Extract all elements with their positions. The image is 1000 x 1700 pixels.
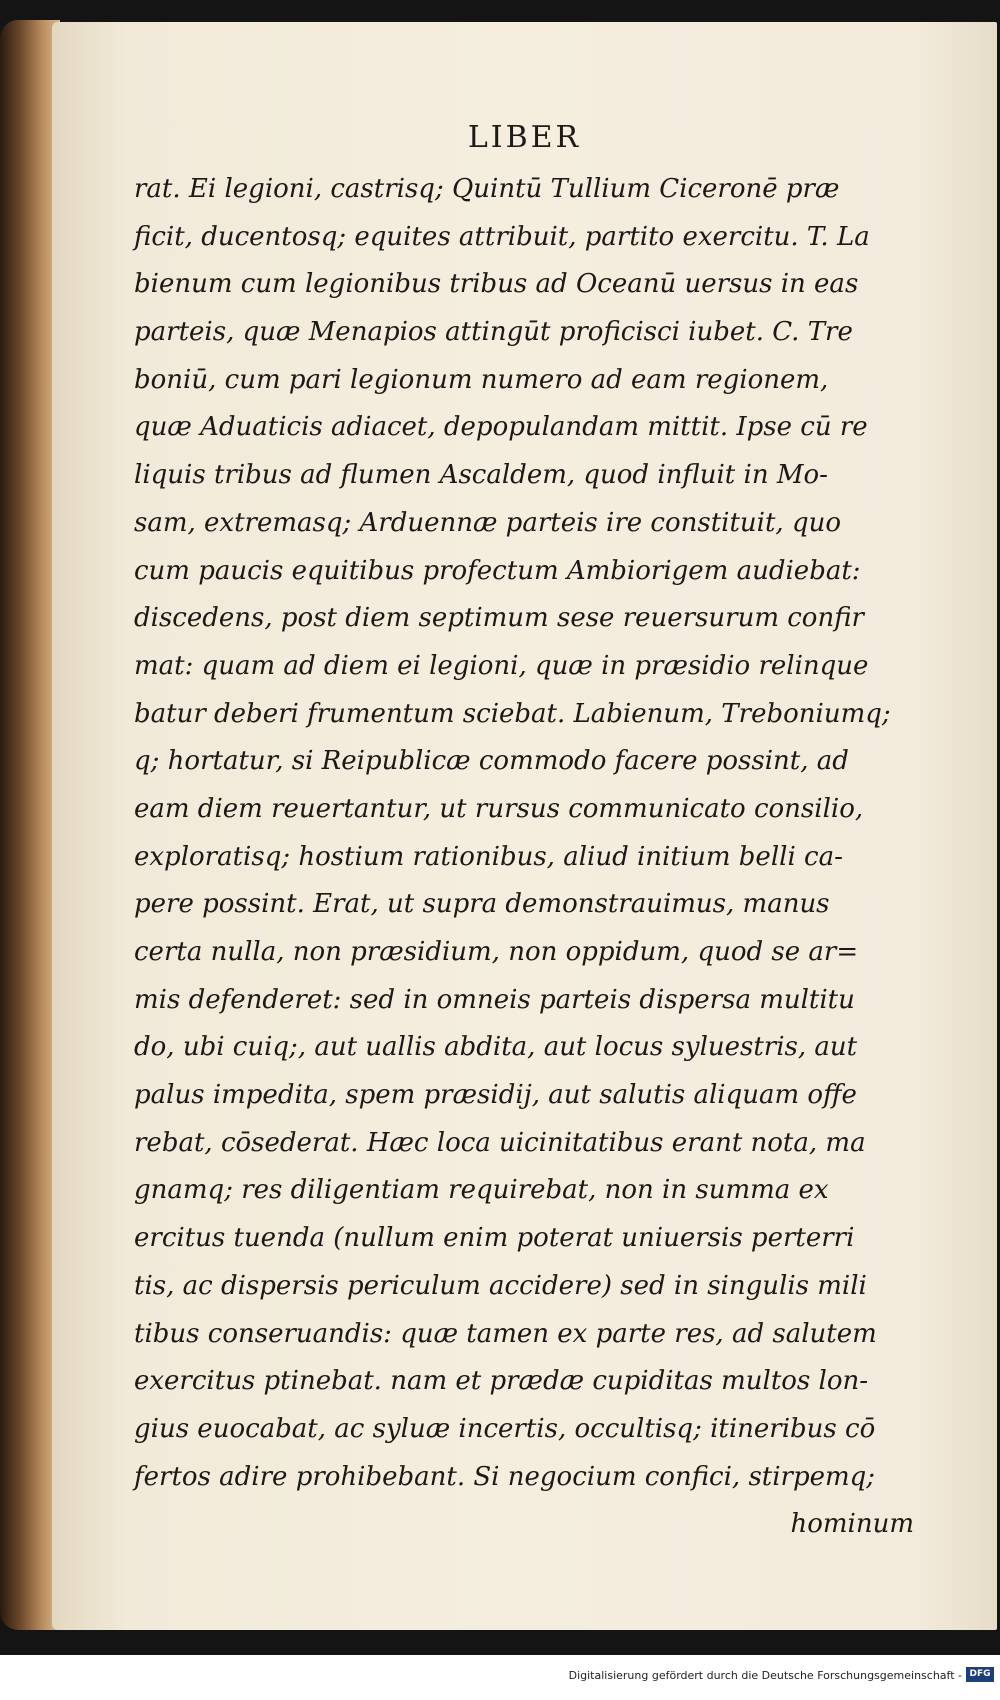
text-line: rebat, cōsederat. Hæc loca uicinitatibus erant nota, ma <box>134 1127 866 1158</box>
dfg-logo: DFG <box>966 1667 994 1682</box>
text-line: quæ Aduaticis adiacet, depopulandam mittit. Ipse cū re <box>134 412 868 443</box>
text-line: palus impedita, spem præsidij, aut salutis aliquam offe <box>134 1080 857 1111</box>
text-line: fertos adire prohibebant. Si negocium confici, stirpemq; <box>134 1461 876 1492</box>
text-line: hominum <box>790 1509 914 1540</box>
text-line: eam diem reuertantur, ut rursus communicato consilio, <box>134 793 864 824</box>
text-line: parteis, quæ Menapios attingūt proficisci iubet. C. Tre <box>134 317 853 348</box>
text-line: gnamq; res diligentiam requirebat, non in summa ex <box>134 1175 829 1206</box>
text-line: exercitus ptinebat. nam et prædæ cupiditas multos lon- <box>134 1366 869 1397</box>
book-page <box>52 22 997 1630</box>
text-line: exploratisq; hostium rationibus, aliud initium belli ca- <box>134 841 843 872</box>
running-head: LIBER <box>467 120 582 155</box>
text-line: do, ubi cuiq;, aut uallis abdita, aut locus syluestris, aut <box>134 1032 858 1063</box>
book-fore-edge <box>0 20 60 1630</box>
text-line: cum paucis equitibus profectum Ambiorigem audiebat: <box>134 555 861 586</box>
text-line: ficit, ducentosq; equites attribuit, partito exercitu. T. La <box>134 221 870 252</box>
text-line: liquis tribus ad flumen Ascaldem, quod influit in Mo- <box>134 460 828 491</box>
text-line: rat. Ei legioni, castrisq; Quintū Tullium Ciceronē præ <box>134 174 840 204</box>
text-line: mis defenderet: sed in omneis parteis dispersa multitu <box>134 984 855 1015</box>
funding-credit: Digitalisierung gefördert durch die Deutsche Forschungsgemeinschaft - <box>568 1669 962 1682</box>
text-block <box>134 166 914 1549</box>
text-line: sam, extremasq; Arduennæ parteis ire constituit, quo <box>134 507 842 538</box>
footer <box>0 1655 1000 1700</box>
text-line: bienum cum legionibus tribus ad Oceanū uersus in eas <box>134 269 859 300</box>
text-line: pere possint. Erat, ut supra demonstrauimus, manus <box>134 889 830 920</box>
text-line: discedens, post diem septimum sese reuersurum confir <box>134 603 864 634</box>
text-line: certa nulla, non præsidium, non oppidum, quod se ar= <box>134 937 859 967</box>
text-line: ercitus tuenda (nullum enim poterat uniuersis perterri <box>134 1223 855 1254</box>
text-line: tis, ac dispersis periculum accidere) sed in singulis mili <box>134 1270 867 1301</box>
text-line: mat: quam ad diem ei legioni, quæ in præsidio relinque <box>134 650 869 681</box>
text-line: gius euocabat, ac syluæ incertis, occultisq; itineribus cō <box>134 1413 876 1444</box>
text-line: q; hortatur, si Reipublicæ commodo facere possint, ad <box>134 746 849 777</box>
text-line: batur deberi frumentum sciebat. Labienum, Treboniumq; <box>134 698 891 729</box>
text-line: boniū, cum pari legionum numero ad eam regionem, <box>134 364 829 395</box>
text-line: tibus conseruandis: quæ tamen ex parte res, ad salutem <box>134 1318 877 1349</box>
